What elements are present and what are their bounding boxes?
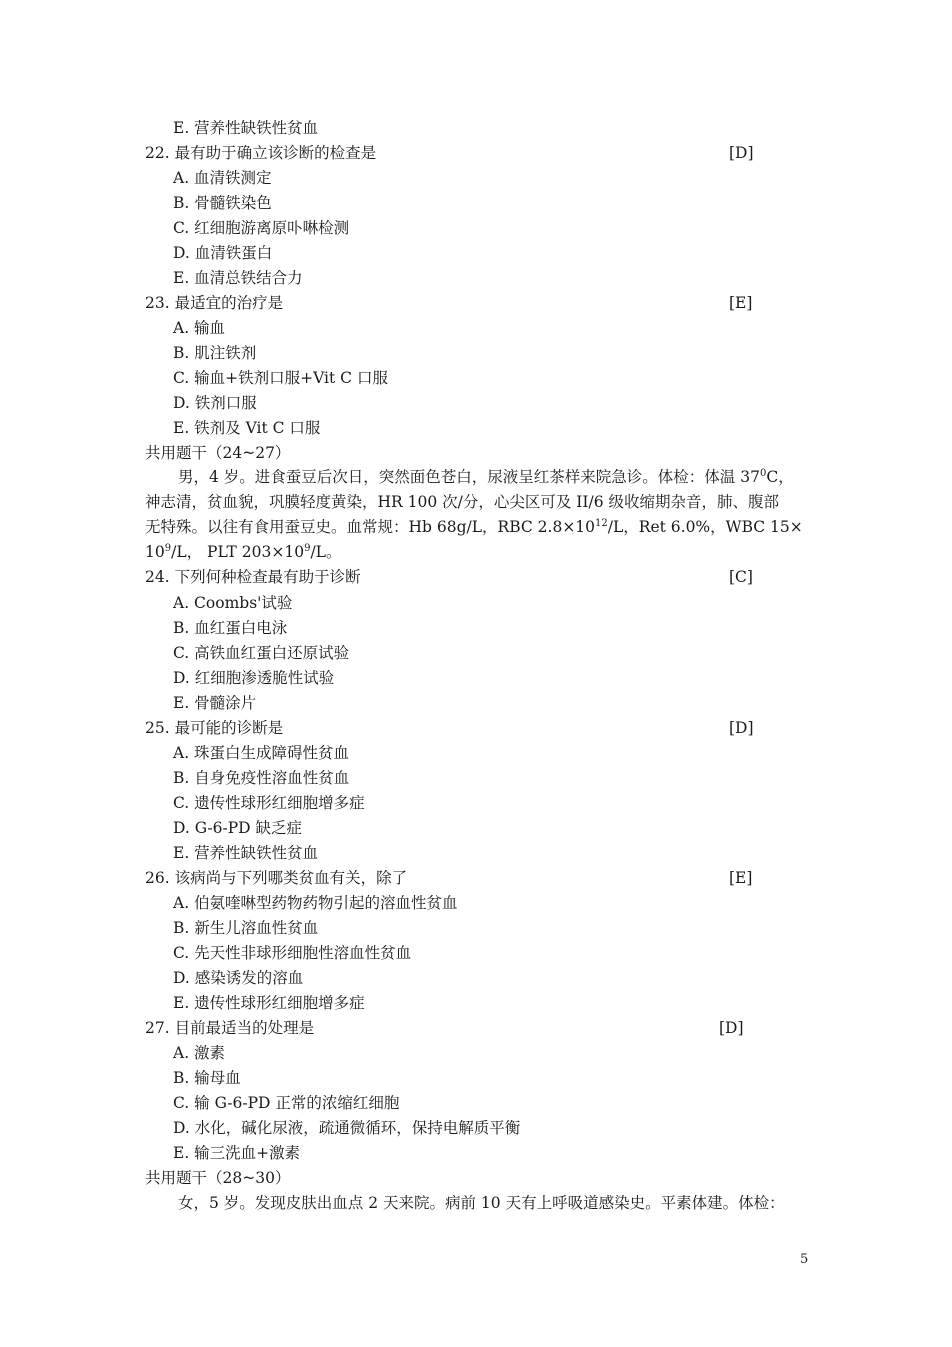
option-line: B. 输母血 [173, 1069, 241, 1087]
question-line [0, 717, 952, 739]
superscript: 0 [759, 467, 767, 479]
paragraph-line [0, 516, 952, 538]
shared-stem-heading: 共用题干（24~27） [145, 444, 291, 462]
text-run: /L。 [310, 543, 342, 561]
superscript: 9 [164, 542, 172, 554]
option-line: B. 肌注铁剂 [173, 344, 257, 362]
shared-stem-heading: 共用题干（28~30） [145, 1169, 291, 1187]
option-line: B. 自身免疫性溶血性贫血 [173, 769, 350, 787]
option-line: A. 输血 [173, 319, 226, 337]
answer-key: [D] [719, 1019, 744, 1037]
option-line: C. 红细胞游离原卟啉检测 [173, 219, 350, 237]
option-line: D. 血清铁蛋白 [173, 244, 273, 262]
text-run: /L，Ret 6.0%，WBC 15× [607, 518, 803, 536]
option-line: A. 伯氨喹啉型药物药物引起的溶血性贫血 [173, 894, 458, 912]
paragraph-line [0, 1192, 952, 1214]
option-line: E. 营养性缺铁性贫血 [173, 119, 319, 137]
question-text: 22. 最有助于确立该诊断的检查是 [145, 144, 377, 162]
option-line: B. 骨髓铁染色 [173, 194, 272, 212]
option-line: E. 铁剂及 Vit C 口服 [173, 419, 321, 437]
answer-key: [D] [729, 719, 754, 737]
answer-key: [C] [729, 568, 753, 586]
option-line: C. 高铁血红蛋白还原试验 [173, 644, 350, 662]
text-run: 无特殊。以往有食用蚕豆史。血常规：Hb 68g/L，RBC 2.8×10 [145, 518, 596, 536]
paragraph-line [0, 541, 952, 563]
paragraph-text: 神志清，贫血貌，巩膜轻度黄染，HR 100 次/分，心尖区可及 II/6 级收缩期杂音，肺、腹部 [145, 493, 780, 511]
question-line [0, 292, 952, 314]
option-line: A. 激素 [173, 1044, 226, 1062]
option-line: E. 营养性缺铁性贫血 [173, 844, 319, 862]
paragraph-text [145, 541, 341, 563]
option-line: E. 输三洗血+激素 [173, 1144, 301, 1162]
paragraph-text [178, 466, 794, 488]
question-text: 24. 下列何种检查最有助于诊断 [145, 568, 361, 586]
paragraph-text [145, 516, 803, 538]
superscript: 12 [595, 517, 608, 529]
text-run: 10 [145, 543, 165, 561]
question-line [0, 1017, 952, 1039]
answer-key: [E] [729, 294, 753, 312]
option-line: E. 血清总铁结合力 [173, 269, 303, 287]
paragraph-text: 女，5 岁。发现皮肤出血点 2 天来院。病前 10 天有上呼吸道感染史。平素体建。体检： [178, 1194, 785, 1212]
question-text: 25. 最可能的诊断是 [145, 719, 284, 737]
paragraph-line [0, 491, 952, 513]
option-line: E. 骨髓涂片 [173, 694, 257, 712]
text-run: 男，4 岁。进食蚕豆后次日，突然面色苍白，尿液呈红茶样来院急诊。体检：体温 37 [178, 468, 760, 486]
question-line [0, 142, 952, 164]
paragraph-line [0, 466, 952, 488]
option-line: A. 血清铁测定 [173, 169, 272, 187]
option-line: A. 珠蛋白生成障碍性贫血 [173, 744, 350, 762]
option-line: D. 红细胞渗透脆性试验 [173, 669, 335, 687]
option-line: D. G-6-PD 缺乏症 [173, 819, 303, 837]
page-number: 5 [800, 1252, 809, 1267]
question-line [0, 867, 952, 889]
option-line: B. 新生儿溶血性贫血 [173, 919, 319, 937]
answer-key: [D] [729, 144, 754, 162]
question-text: 26. 该病尚与下列哪类贫血有关，除了 [145, 869, 408, 887]
option-line: A. Coombs'试验 [173, 594, 293, 612]
option-line: C. 输血+铁剂口服+Vit C 口服 [173, 369, 388, 387]
option-line: B. 血红蛋白电泳 [173, 619, 288, 637]
option-line: E. 遗传性球形红细胞增多症 [173, 994, 365, 1012]
text-run: C， [766, 468, 794, 486]
option-line: D. 感染诱发的溶血 [173, 969, 304, 987]
superscript: 9 [304, 542, 311, 554]
option-line: C. 遗传性球形红细胞增多症 [173, 794, 365, 812]
option-line: C. 先天性非球形细胞性溶血性贫血 [173, 944, 412, 962]
answer-key: [E] [729, 869, 753, 887]
option-line: C. 输 G-6-PD 正常的浓缩红细胞 [173, 1094, 400, 1112]
text-run: /L， PLT 203×10 [171, 543, 305, 561]
question-text: 23. 最适宜的治疗是 [145, 294, 284, 312]
question-line [0, 566, 952, 588]
question-text: 27. 目前最适当的处理是 [145, 1019, 315, 1037]
option-line: D. 水化，碱化尿液，疏通微循环，保持电解质平衡 [173, 1119, 521, 1137]
option-line: D. 铁剂口服 [173, 394, 257, 412]
